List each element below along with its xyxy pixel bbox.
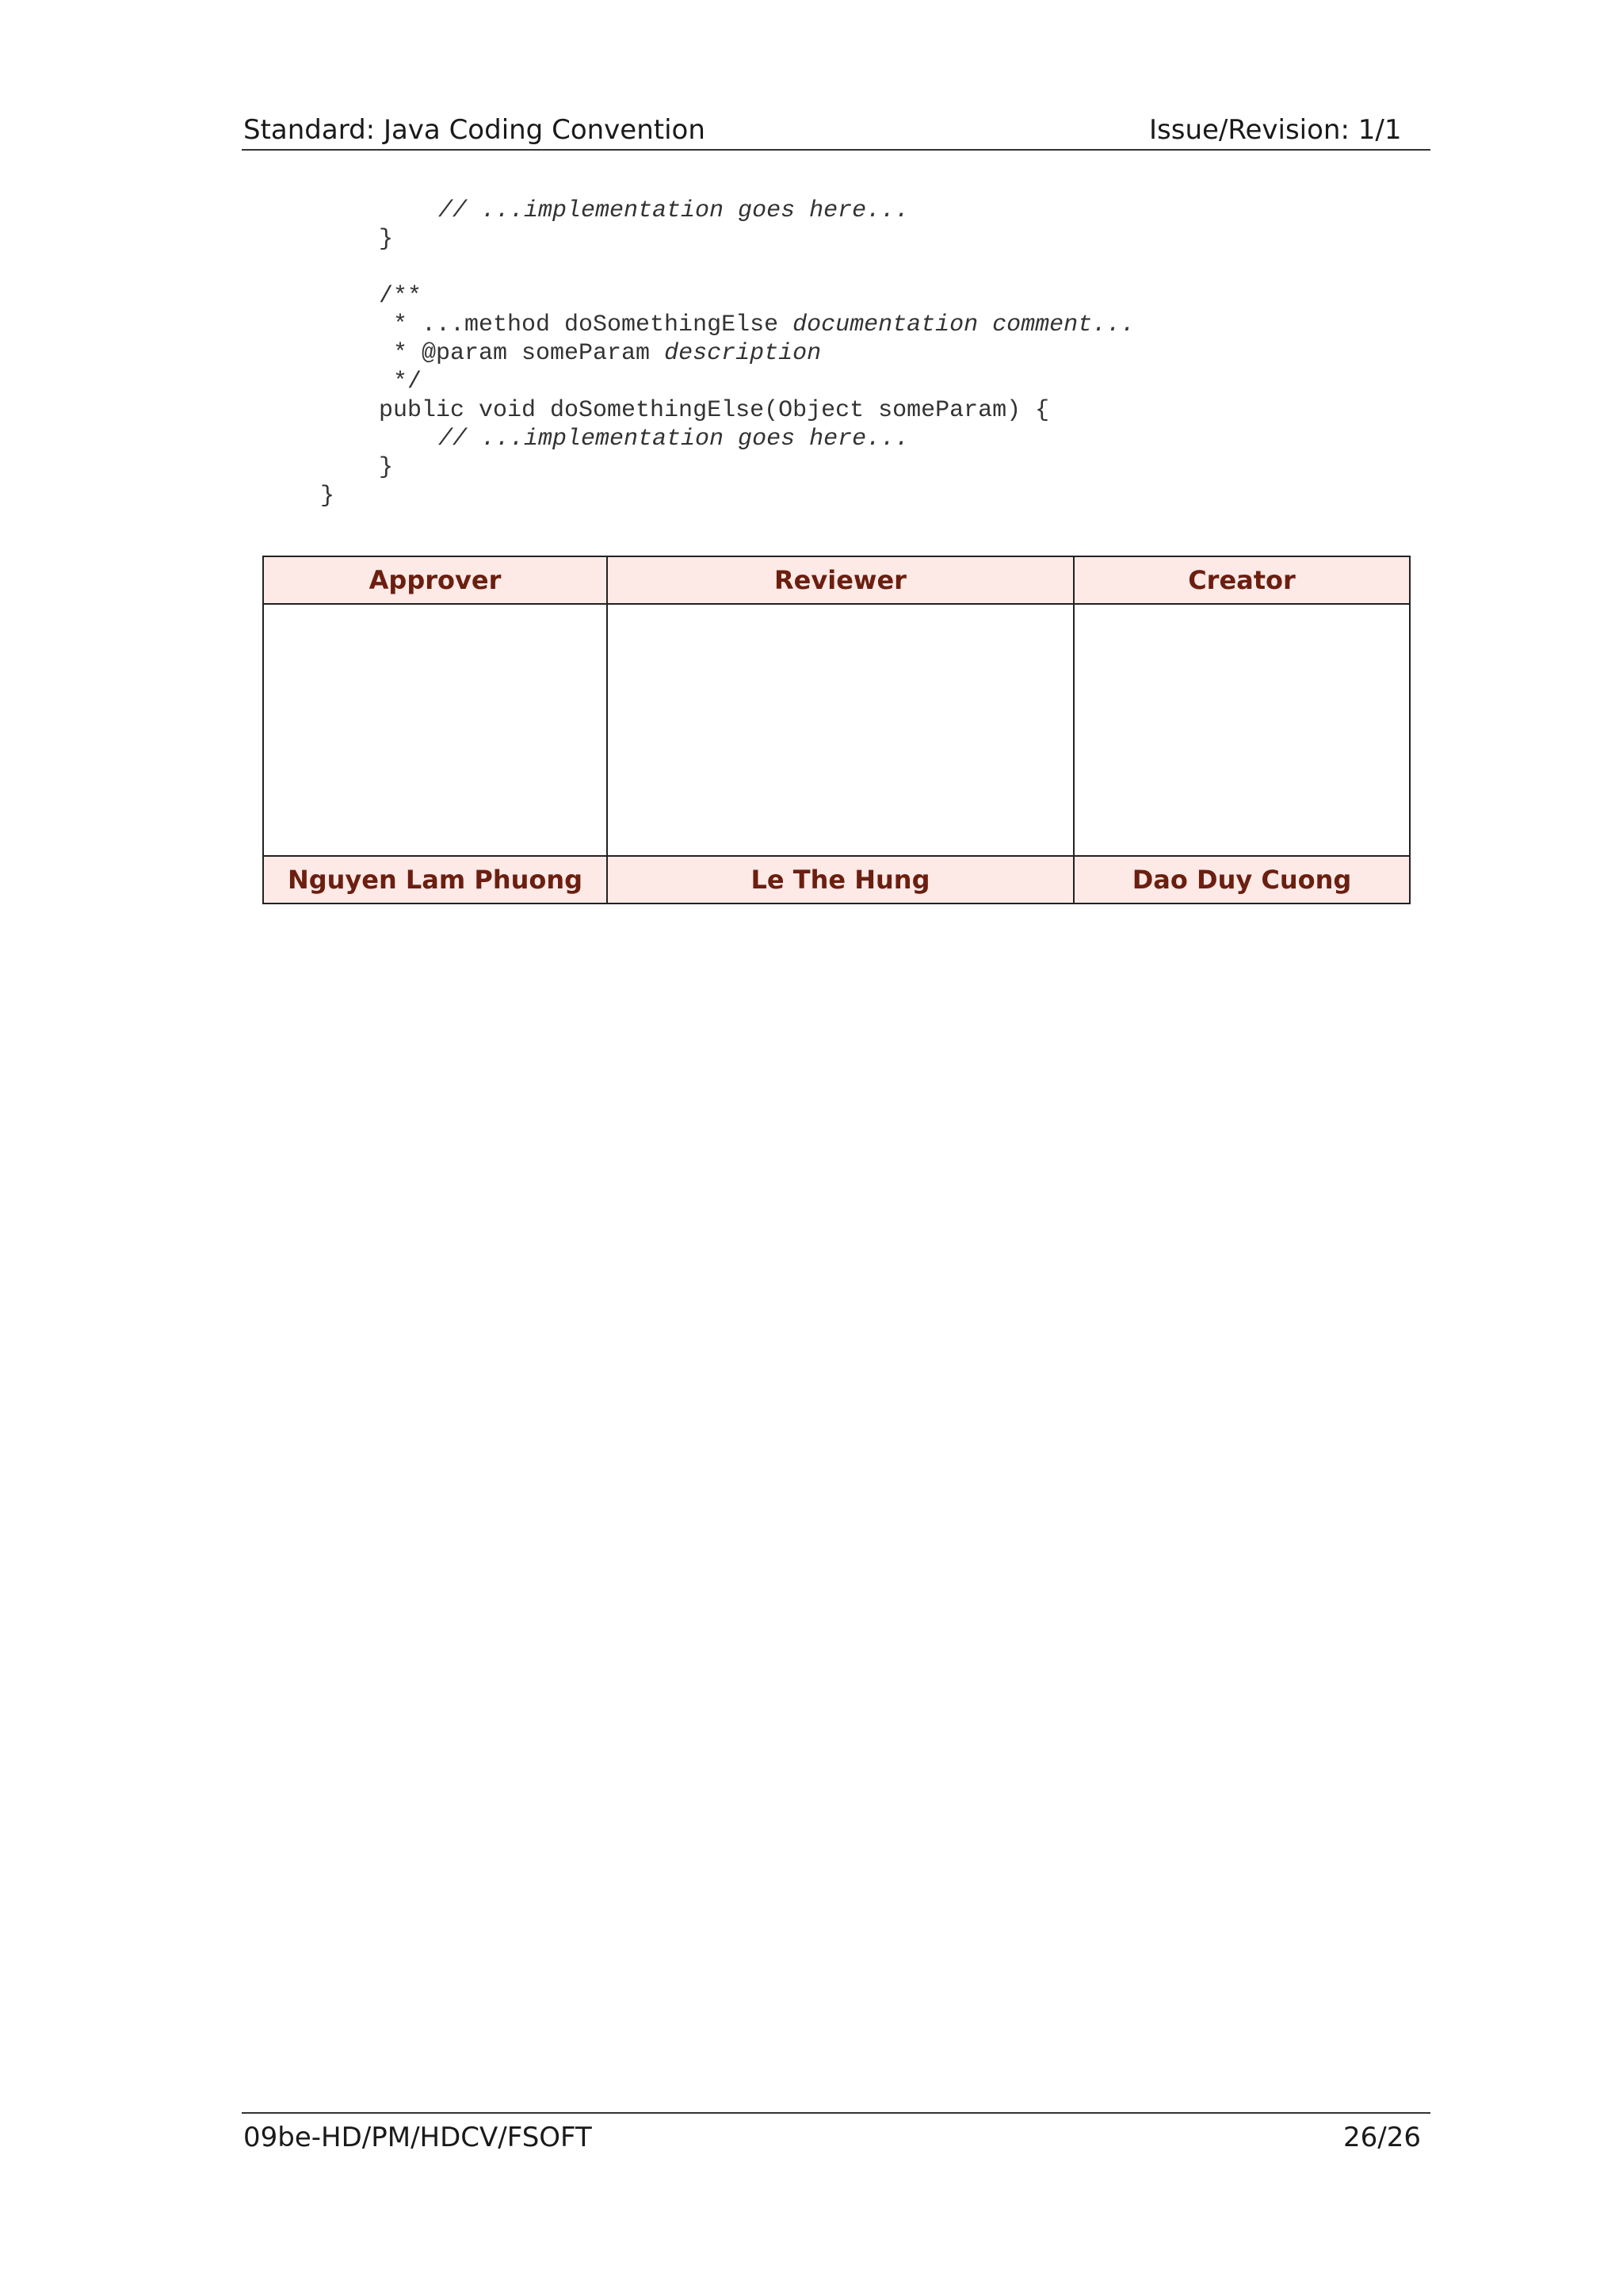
code-line: // ...implementation goes here... <box>438 426 910 453</box>
reviewer-name: Le The Hung <box>607 856 1074 904</box>
code-line: /** <box>379 283 422 310</box>
creator-name: Dao Duy Cuong <box>1074 856 1410 904</box>
signature-table <box>262 556 1411 904</box>
creator-signature-cell <box>1074 604 1410 856</box>
signature-name-row <box>263 856 1410 904</box>
creator-header: Creator <box>1074 556 1410 604</box>
page-number: 26/26 <box>1343 2122 1421 2153</box>
approver-header: Approver <box>263 556 607 604</box>
page-header <box>242 111 1430 151</box>
page-footer <box>242 2112 1430 2161</box>
code-line: // ...implementation goes here... <box>438 197 910 224</box>
issue-revision: Issue/Revision: 1/1 <box>1149 114 1402 146</box>
code-line: * @param someParam description <box>379 340 822 367</box>
code-line: } <box>320 483 335 510</box>
document-code: 09be-HD/PM/HDCV/FSOFT <box>243 2122 592 2153</box>
code-line: * ...method doSomethingElse documentation comment... <box>379 311 1136 338</box>
signature-area-row <box>263 604 1410 856</box>
reviewer-header: Reviewer <box>607 556 1074 604</box>
code-line: */ <box>379 369 422 395</box>
code-line: } <box>379 454 394 481</box>
reviewer-signature-cell <box>607 604 1074 856</box>
approver-signature-cell <box>263 604 607 856</box>
approver-name: Nguyen Lam Phuong <box>263 856 607 904</box>
code-line: public void doSomethingElse(Object someParam) { <box>379 397 1050 424</box>
code-line: } <box>379 226 394 253</box>
signature-header-row <box>263 556 1410 604</box>
document-title: Standard: Java Coding Convention <box>243 114 705 146</box>
